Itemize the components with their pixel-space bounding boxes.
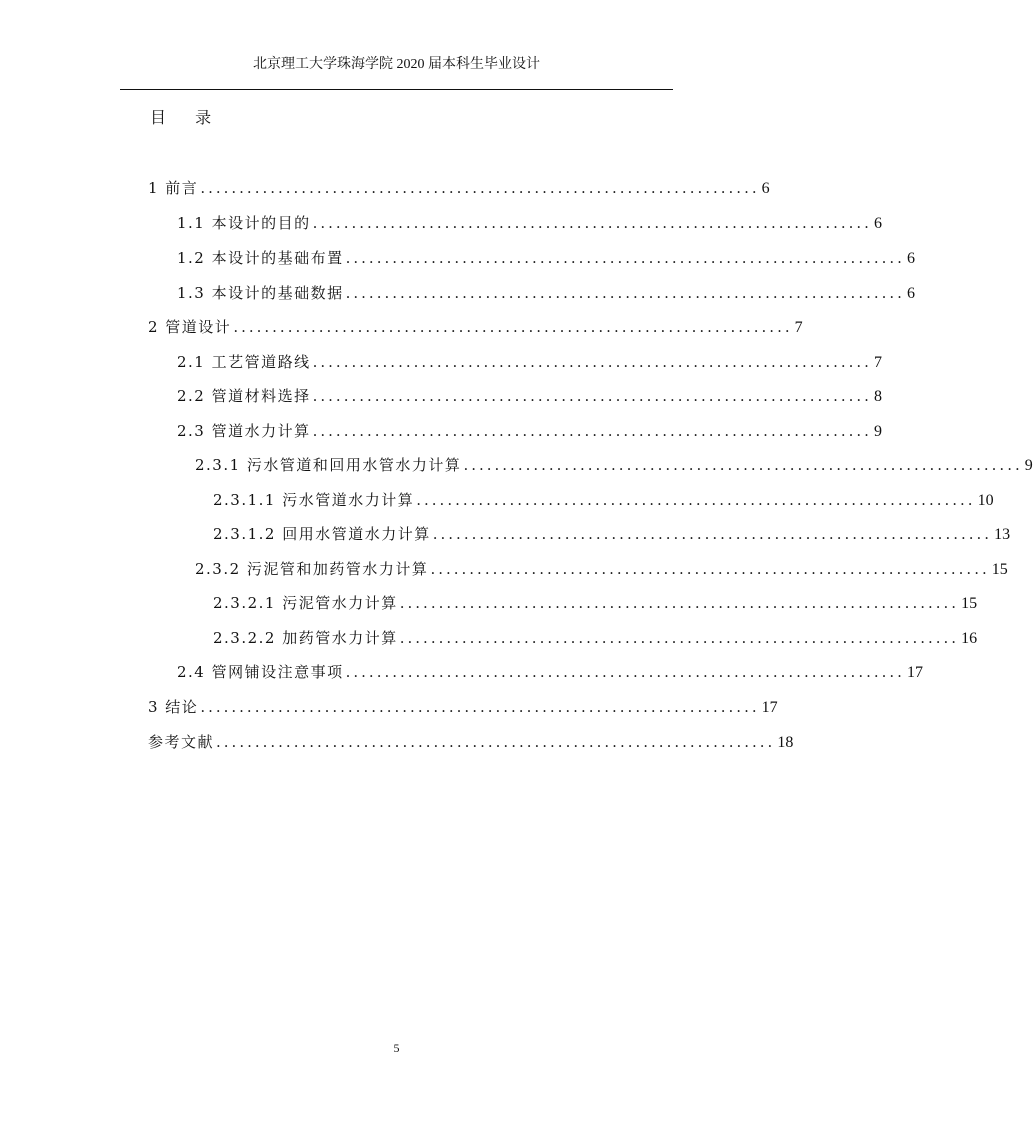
toc-entry[interactable] <box>148 176 770 200</box>
toc-entry-label: 2.1 工艺管道路线 <box>177 353 311 371</box>
toc-entry-page: 7 <box>794 319 803 336</box>
toc-leader-dots: ........................................................................ <box>312 422 872 440</box>
toc-leader-dots: ........................................................................ <box>200 179 760 197</box>
toc-entry-page: 6 <box>761 180 770 197</box>
toc-entry[interactable] <box>177 660 923 684</box>
toc-entry[interactable] <box>148 315 803 339</box>
toc-leader-dots: ........................................................................ <box>345 663 905 681</box>
toc-leader-dots: ........................................................................ <box>432 525 993 543</box>
toc-entry[interactable] <box>148 730 794 754</box>
toc-entry-page: 9 <box>873 423 882 440</box>
toc-entry-label: 2.3.1.2 回用水管道水力计算 <box>213 525 431 543</box>
toc-entry[interactable] <box>195 557 1008 581</box>
toc-entry-label: 2.3.2.2 加药管水力计算 <box>213 629 398 647</box>
toc-entry[interactable] <box>213 626 978 650</box>
toc-entry-label: 2.3 管道水力计算 <box>177 422 311 440</box>
toc-entry-page: 10 <box>977 492 994 509</box>
toc-entry[interactable] <box>148 695 778 719</box>
toc-leader-dots: ........................................................................ <box>416 491 976 509</box>
toc-entry-page: 17 <box>761 699 778 716</box>
toc-entry-label: 2.2 管道材料选择 <box>177 387 311 405</box>
toc-entry-label: 3 结论 <box>148 698 199 716</box>
toc-leader-dots: ........................................................................ <box>312 214 872 232</box>
toc-title: 目 录 <box>150 108 224 127</box>
toc-entry-label: 参考文献 <box>148 733 215 751</box>
toc-entry-page: 16 <box>961 630 978 647</box>
toc-entry-label: 2.3.1.1 污水管道水力计算 <box>213 491 415 509</box>
toc-leader-dots: ........................................................................ <box>399 629 960 647</box>
toc-leader-dots: ........................................................................ <box>463 456 1023 474</box>
toc-leader-dots: ........................................................................ <box>345 284 905 302</box>
page-number: 5 <box>393 1041 400 1055</box>
toc-leader-dots: ........................................................................ <box>312 353 872 371</box>
toc-entry-page: 6 <box>906 250 915 267</box>
toc-entry-label: 1.3 本设计的基础数据 <box>177 284 344 302</box>
toc-leader-dots: ........................................................................ <box>312 387 872 405</box>
toc-entry-page: 7 <box>873 354 882 371</box>
toc-leader-dots: ........................................................................ <box>216 733 776 751</box>
toc-entry[interactable] <box>177 384 882 408</box>
toc-entry[interactable] <box>177 246 915 270</box>
toc-entry-page: 13 <box>994 526 1011 543</box>
toc-entry-page: 15 <box>961 595 978 612</box>
toc-leader-dots: ........................................................................ <box>233 318 793 336</box>
toc-entry-label: 2 管道设计 <box>148 318 232 336</box>
toc-entry-label: 1.2 本设计的基础布置 <box>177 249 344 267</box>
toc-entry[interactable] <box>177 211 882 235</box>
toc-entry-page: 15 <box>991 561 1008 578</box>
toc-entry-page: 17 <box>906 664 923 681</box>
toc-entry[interactable] <box>213 488 994 512</box>
toc-entry-label: 1 前言 <box>148 179 199 197</box>
toc-leader-dots: ........................................................................ <box>399 594 960 612</box>
toc-entry-page: 9 <box>1024 457 1033 474</box>
toc-entry[interactable] <box>195 453 1033 477</box>
toc-entry-label: 2.3.2 污泥管和加药管水力计算 <box>195 560 429 578</box>
toc-entry-label: 1.1 本设计的目的 <box>177 214 311 232</box>
toc-entry-page: 6 <box>906 285 915 302</box>
toc-entry[interactable] <box>213 522 1011 546</box>
toc-entry[interactable] <box>213 591 978 615</box>
toc-leader-dots: ........................................................................ <box>345 249 905 267</box>
page-header: 北京理工大学珠海学院 2020 届本科生毕业设计 <box>253 57 540 72</box>
toc-entry-page: 18 <box>777 734 794 751</box>
toc-entry[interactable] <box>177 281 915 305</box>
toc-leader-dots: ........................................................................ <box>200 698 760 716</box>
toc-entry-label: 2.3.2.1 污泥管水力计算 <box>213 594 398 612</box>
toc-entry[interactable] <box>177 419 882 443</box>
toc-leader-dots: ........................................................................ <box>430 560 990 578</box>
toc-entry-label: 2.3.1 污水管道和回用水管水力计算 <box>195 456 462 474</box>
toc-entry-label: 2.4 管网铺设注意事项 <box>177 663 344 681</box>
toc-entry[interactable] <box>177 350 882 374</box>
toc-entry-page: 6 <box>873 215 882 232</box>
toc-entry-page: 8 <box>873 388 882 405</box>
